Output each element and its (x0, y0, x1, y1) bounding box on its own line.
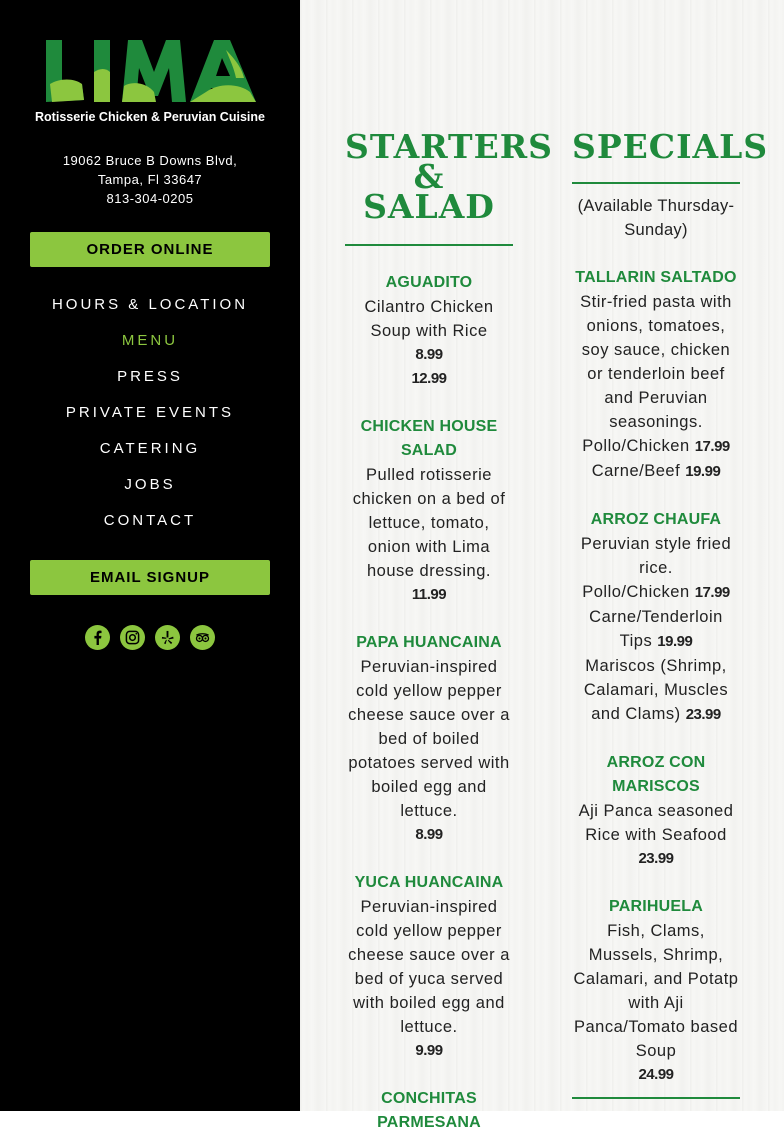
social-links (85, 625, 215, 650)
item-description: Peruvian-inspired cold yellow pepper cheese sauce over a bed of yuca served with boiled egg and lettuce. (348, 898, 510, 1036)
sidebar (0, 0, 300, 1111)
item-name: PARIHUELA (609, 898, 703, 915)
nav-item-catering[interactable]: CATERING (99, 440, 201, 457)
order-online-button[interactable]: ORDER ONLINE (30, 232, 270, 267)
item-description: Peruvian style fried rice. (580, 535, 732, 577)
starters-section (345, 127, 553, 1135)
item-description: Stir-fried pasta with onions, tomatoes, soy sauce, chicken or tenderloin beef and Peruvian seasonings. (580, 293, 732, 431)
item-option: Carne/Beef 19.99 (591, 462, 721, 480)
menu-item (572, 895, 740, 1087)
item-description: Pulled rotisserie chicken on a bed of lettuce, tomato, onion with Lima house dressing. (352, 466, 506, 580)
nav-item-press[interactable]: PRESS (117, 368, 183, 385)
item-option: Carne/Tenderloin Tips 19.99 (589, 608, 723, 650)
specials-section (572, 127, 769, 1099)
item-option: Pollo/Chicken 17.99 (582, 437, 730, 455)
item-option: Mariscos (Shrimp, Calamari, Muscles and Clams) 23.99 (583, 657, 729, 723)
item-price: 8.99 (415, 346, 443, 363)
nav-item-jobs[interactable]: JOBS (124, 476, 176, 493)
nav-item-hours-location[interactable]: HOURS & LOCATION (51, 296, 249, 313)
menu-content (300, 0, 784, 1131)
item-description: Cilantro Chicken Soup with Rice (364, 298, 494, 340)
address-block (0, 151, 300, 208)
item-price: 23.99 (685, 706, 721, 723)
item-name: CHICKEN HOUSE SALAD (360, 418, 498, 459)
specials-availability-note: (Available Thursday-Sunday) (577, 197, 735, 239)
item-price: 19.99 (657, 633, 693, 650)
section-title-specials: SPECIALS (572, 132, 740, 184)
nav-item-private-events[interactable]: PRIVATE EVENTS (65, 404, 235, 421)
item-name: YUCA HUANCAINA (354, 874, 504, 891)
nav-item-contact[interactable]: CONTACT (103, 512, 197, 529)
item-option: Pollo/Chicken 17.99 (582, 583, 730, 601)
instagram-icon[interactable] (120, 625, 145, 650)
item-price: 12.99 (411, 370, 447, 387)
address-city: Tampa, Fl 33647 (97, 172, 203, 187)
main-nav (0, 289, 300, 541)
section-divider (572, 1097, 740, 1099)
lima-logo[interactable] (30, 38, 270, 130)
phone-number[interactable]: 813-304-0205 (106, 191, 194, 206)
nav-item-menu[interactable]: MENU (121, 332, 179, 349)
address-street: 19062 Bruce B Downs Blvd, (62, 153, 238, 168)
menu-item (572, 266, 740, 484)
item-description: Aji Panca seasoned Rice with Seafood (578, 802, 734, 844)
menu-item (345, 631, 513, 847)
email-signup-button[interactable]: EMAIL SIGNUP (30, 560, 270, 595)
item-price: 24.99 (638, 1066, 674, 1083)
facebook-icon[interactable] (85, 625, 110, 650)
item-name: CONCHITAS PARMESANA (377, 1090, 481, 1131)
item-name: ARROZ CHAUFA (590, 511, 722, 528)
item-description: Fish, Clams, Mussels, Shrimp, Calamari, and Potatp with Aji Panca/Tomato based Soup (573, 922, 739, 1060)
menu-item (572, 508, 740, 727)
item-name: TALLARIN SALTADO (575, 269, 737, 286)
tripadvisor-icon[interactable] (190, 625, 215, 650)
item-name: AGUADITO (385, 274, 473, 291)
yelp-icon[interactable] (155, 625, 180, 650)
menu-item (345, 271, 513, 391)
item-price: 9.99 (415, 1042, 443, 1059)
menu-item (345, 415, 513, 607)
item-price: 19.99 (685, 463, 721, 480)
item-name: ARROZ CON MARISCOS (606, 754, 706, 795)
item-price: 11.99 (411, 586, 447, 603)
item-price: 17.99 (694, 438, 730, 455)
item-price: 17.99 (694, 584, 730, 601)
item-price: 23.99 (638, 850, 674, 867)
lima-wordmark-logo (30, 38, 270, 106)
item-price: 8.99 (415, 826, 443, 843)
item-name: PAPA HUANCAINA (356, 634, 502, 651)
menu-item (345, 1087, 513, 1135)
menu-item (345, 871, 513, 1063)
section-title-starters: STARTERS & SALAD (345, 132, 513, 246)
menu-item (572, 751, 740, 871)
logo-tagline: Rotisserie Chicken & Peruvian Cuisine (35, 110, 265, 124)
item-description: Peruvian-inspired cold yellow pepper cheese sauce over a bed of boiled potatoes served with boiled egg and lettuce. (348, 658, 510, 820)
